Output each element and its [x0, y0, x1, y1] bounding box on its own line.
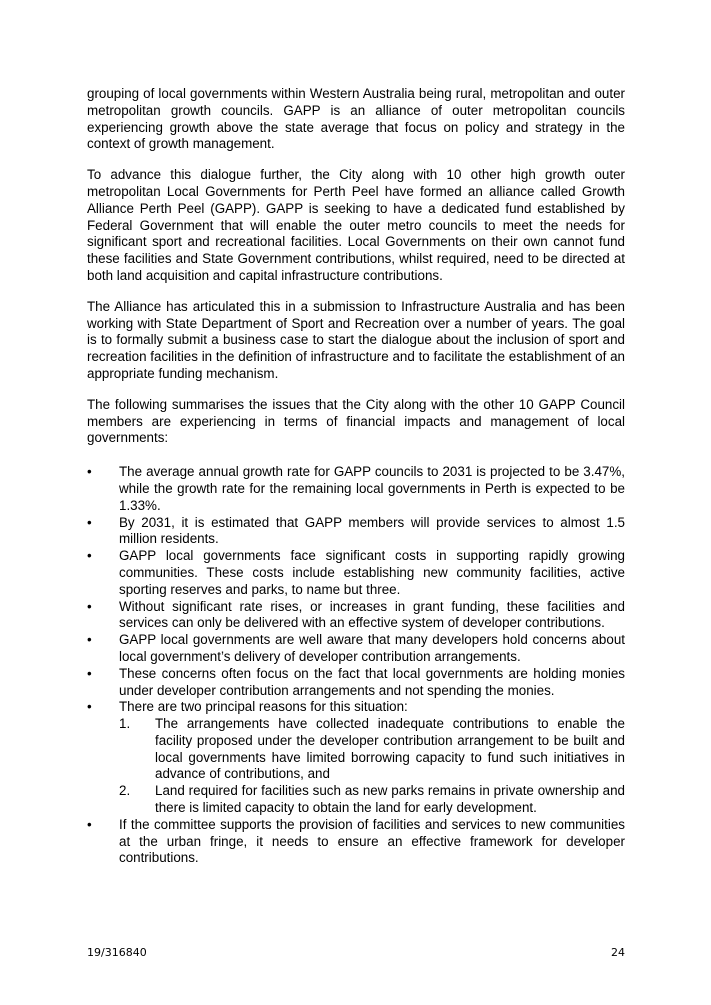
numbered-item	[119, 716, 625, 783]
paragraph: To advance this dialogue further, the City along with 10 other high growth outer metropolitan Local Governments for Perth Peel have formed an alliance called Growth Alliance Perth Peel (GAPP). GAPP is seeking to have a dedicated fund established by Federal Government that will enable the outer metro councils to meet the needs for significant sport and recreational facilities. Local Governments on their own cannot fund these facilities and State Government contributions, whilst required, need to be directed at both land acquisition and capital infrastructure contributions.	[87, 167, 625, 283]
bullet-item	[87, 548, 625, 598]
paragraph: grouping of local governments within Western Australia being rural, metropolitan and outer metropolitan growth councils. GAPP is an alliance of outer metropolitan councils experiencing growth above the state average that focus on policy and strategy in the context of growth management.	[87, 86, 625, 152]
paragraph: The following summarises the issues that the City along with the other 10 GAPP Council members are experiencing in terms of financial impacts and management of local governments:	[87, 396, 625, 446]
bullet-text: There are two principal reasons for this situation:	[119, 699, 408, 715]
bullet-item	[87, 666, 625, 700]
numbered-item	[119, 783, 625, 817]
page-number: 24	[611, 946, 625, 959]
bullet-item	[87, 599, 625, 633]
bullet-text: GAPP local governments face significant costs in supporting rapidly growing communities. These costs include establishing new community facilities, active sporting reserves and parks, to name but three.	[119, 548, 625, 597]
bullet-item	[87, 817, 625, 867]
numbered-item-text: Land required for facilities such as new parks remains in private ownership and there is limited capacity to obtain the land for early development.	[155, 783, 625, 816]
bullet-text: If the committee supports the provision of facilities and services to new communities at the urban fringe, it needs to ensure an effective framework for developer contributions.	[119, 816, 625, 866]
numbered-item-text: The arrangements have collected inadequate contributions to enable the facility proposed under the developer contribution arrangement to be built and local governments have limited borrowing capacity to fund such initiatives in advance of contributions, and	[155, 716, 625, 782]
bullet-text: Without significant rate rises, or increases in grant funding, these facilities and services can only be delivered with an effective system of developer contributions.	[119, 598, 625, 631]
bullet-item	[87, 699, 625, 817]
bullet-text: These concerns often focus on the fact that local governments are holding monies under developer contribution arrangements and not spending the monies.	[119, 665, 625, 698]
paragraph: The Alliance has articulated this in a submission to Infrastructure Australia and has been working with State Department of Sport and Recreation over a number of years. The goal is to formally submit a business case to start the dialogue about the inclusion of sport and recreation facilities in the definition of infrastructure and to facilitate the establishment of an appropriate funding mechanism.	[87, 298, 625, 381]
item-number: 1.	[119, 716, 131, 732]
body-content	[87, 86, 625, 867]
item-number: 2.	[119, 783, 131, 799]
document-reference: 19/316840	[87, 946, 147, 959]
bullet-text: By 2031, it is estimated that GAPP members will provide services to almost 1.5 million residents.	[119, 514, 625, 547]
reasons-numbered-list	[119, 716, 625, 817]
bullet-item	[87, 632, 625, 666]
bullet-text: The average annual growth rate for GAPP councils to 2031 is projected to be 3.47%, while the growth rate for the remaining local governments in Perth is expected to be 1.33%.	[119, 464, 625, 513]
bullet-item	[87, 515, 625, 549]
bullet-item	[87, 464, 625, 514]
bullet-text: GAPP local governments are well aware that many developers hold concerns about local government’s delivery of developer contribution arrangements.	[119, 632, 625, 664]
issues-bullet-list	[87, 464, 625, 867]
